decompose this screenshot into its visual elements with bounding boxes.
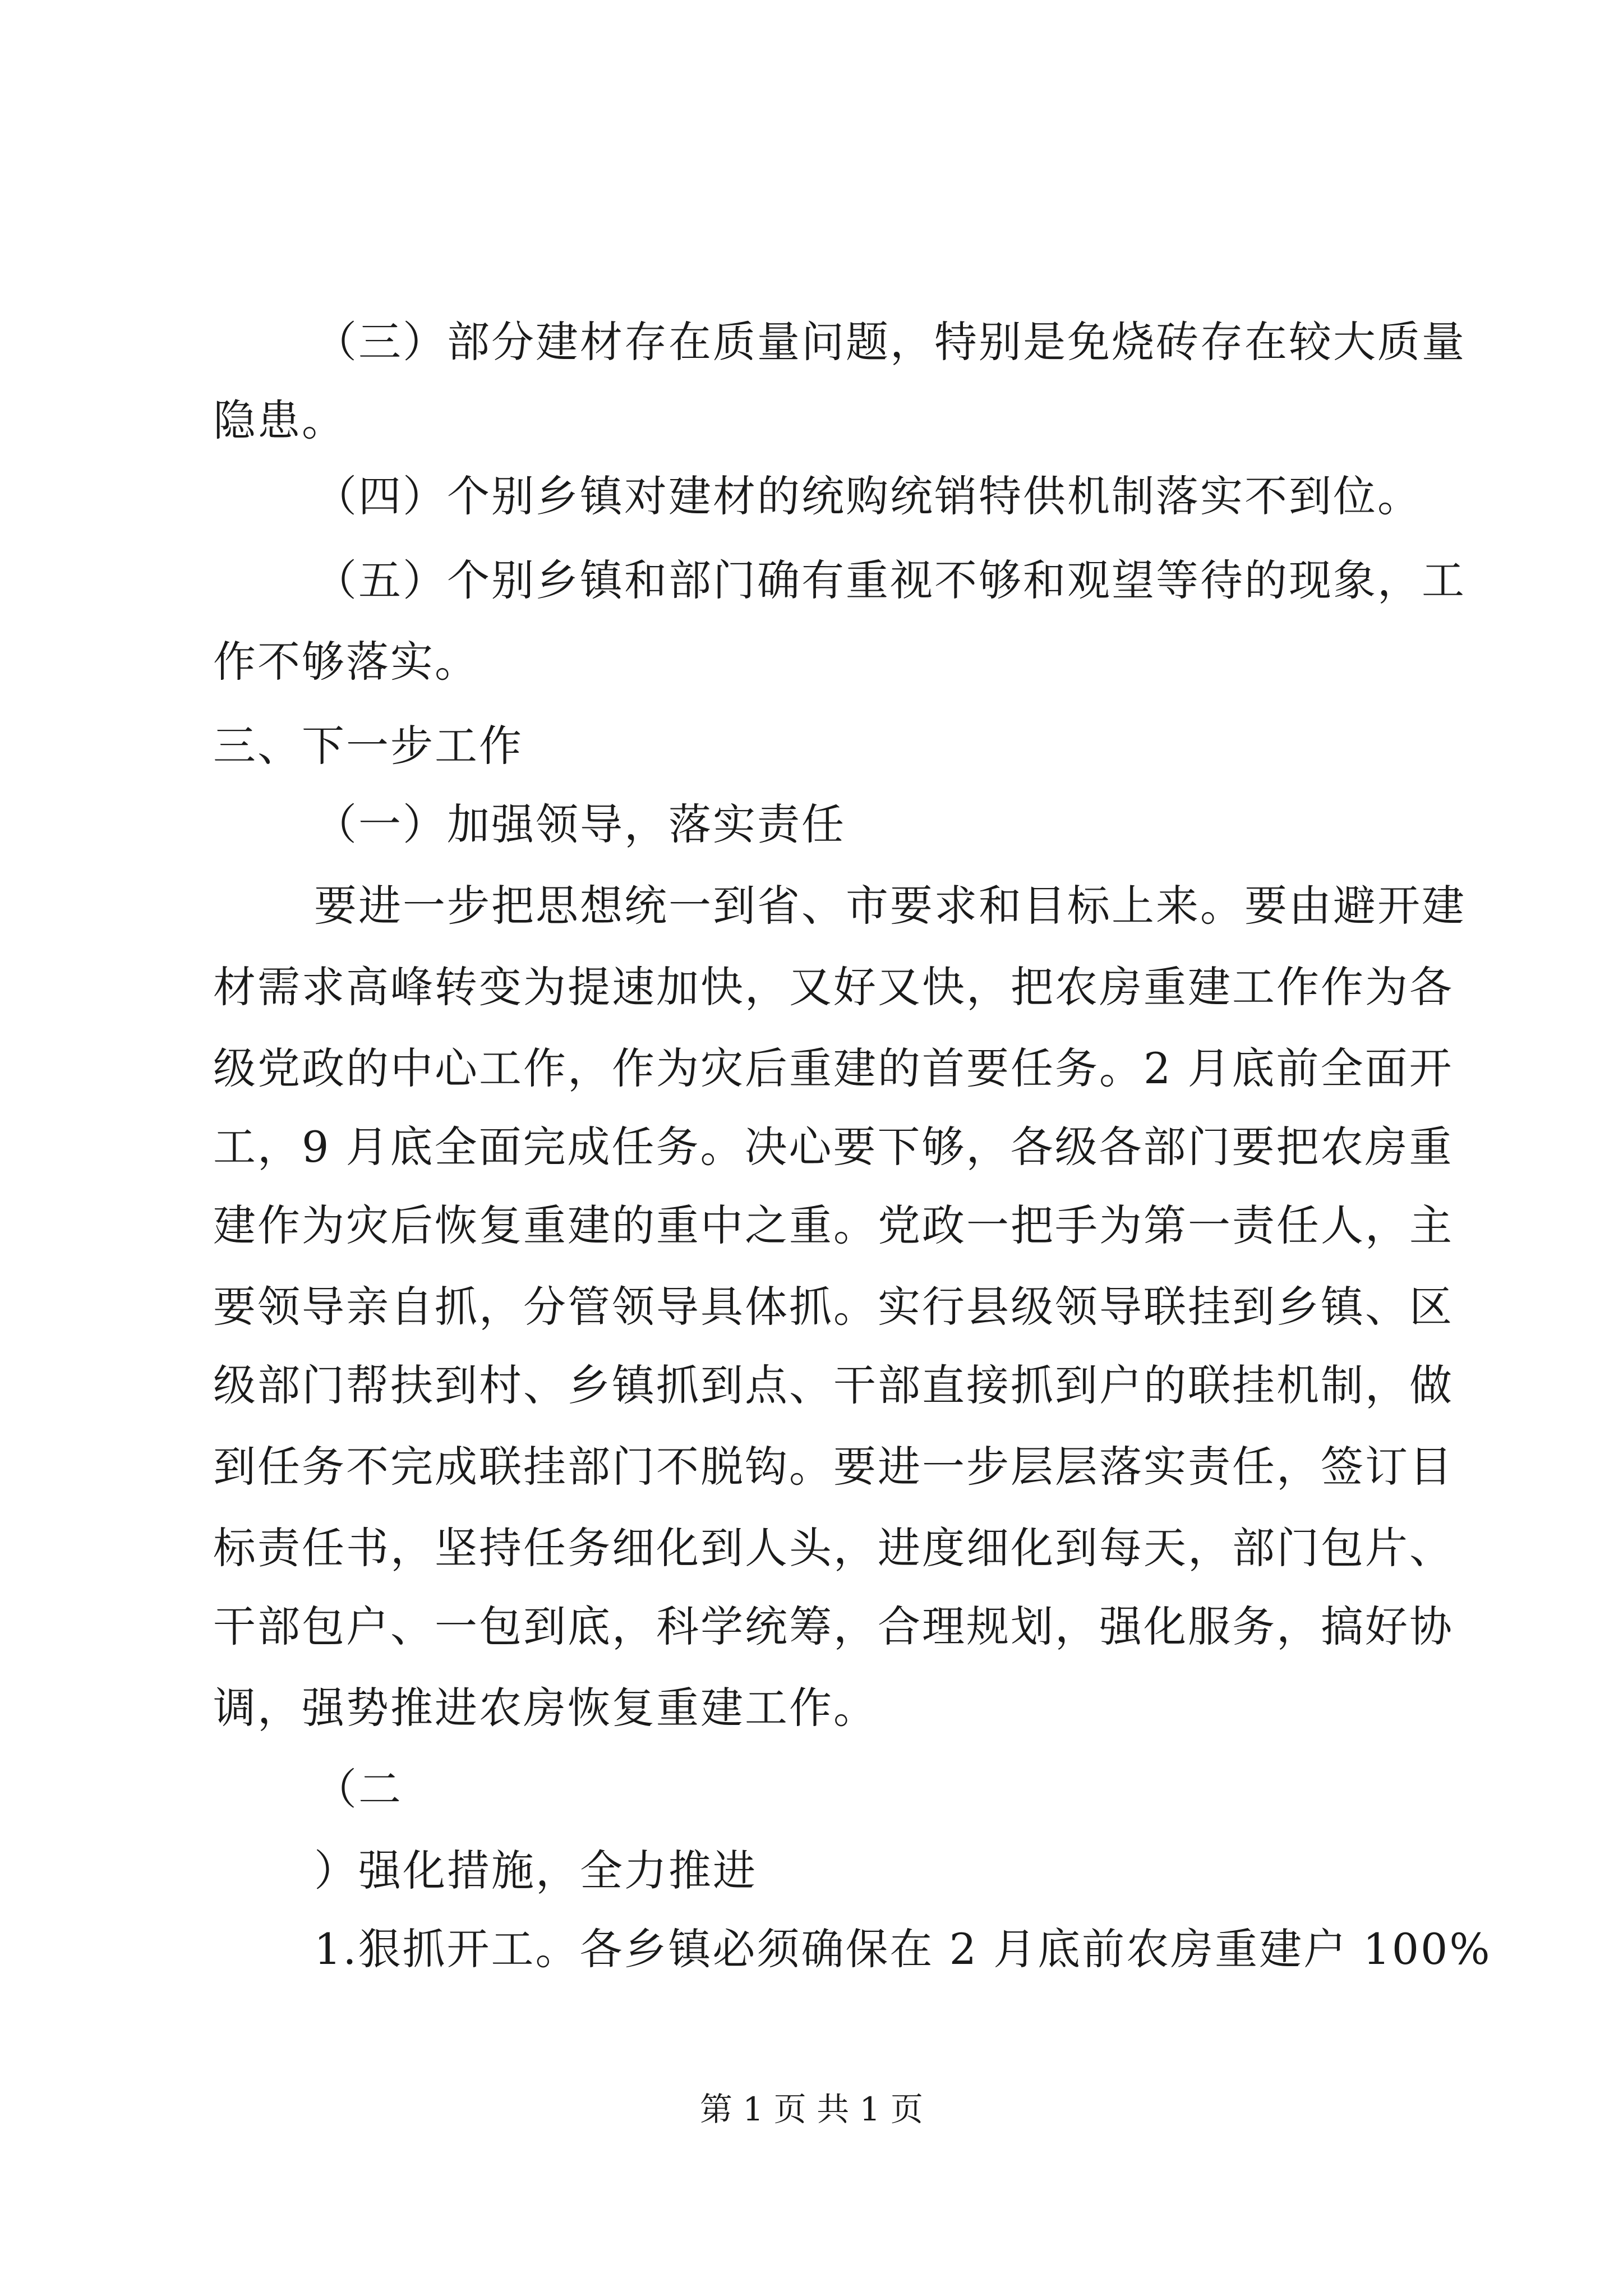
paragraph-line: 工，9 月底全面完成任务。决心要下够，各级各部门要把农房重 [213,1122,1454,1172]
paragraph-line: 隐患。 [213,395,346,445]
page-number-footer: 第 1 页 共 1 页 [700,2090,923,2128]
paragraph-line: 建作为灾后恢复重建的重中之重。党政一把手为第一责任人，主 [213,1200,1454,1250]
paragraph-line: 要进一步把思想统一到省、市要求和目标上来。要由避开建 [314,881,1466,931]
subsection-heading-part: ）强化措施，全力推进 [314,1846,757,1895]
paragraph-line: 级党政的中心工作，作为灾后重建的首要任务。2 月底前全面开 [213,1043,1454,1093]
subsection-heading-part: （二 [314,1764,403,1814]
paragraph-line: 要领导亲自抓，分管领导具体抓。实行县级领导联挂到乡镇、区 [213,1282,1454,1332]
paragraph-line: （四）个别乡镇对建材的统购统销特供机制落实不到位。 [314,471,1422,521]
section-heading: 三、下一步工作 [213,721,523,771]
paragraph-line: 干部包户、一包到底，科学统筹，合理规划，强化服务，搞好协 [213,1602,1454,1651]
paragraph-line: 级部门帮扶到村、乡镇抓到点、干部直接抓到户的联挂机制，做 [213,1360,1454,1410]
paragraph-line: 标责任书，坚持任务细化到人头，进度细化到每天，部门包片、 [213,1523,1454,1573]
paragraph-line: 材需求高峰转变为提速加快，又好又快，把农房重建工作作为各 [213,962,1454,1012]
paragraph-line: 到任务不完成联挂部门不脱钩。要进一步层层落实责任，签订目 [213,1442,1454,1492]
paragraph-line: （五）个别乡镇和部门确有重视不够和观望等待的现象，工 [314,555,1466,605]
paragraph-line: 1.狠抓开工。各乡镇必须确保在 2 月底前农房重建户 100% [314,1924,1492,1974]
paragraph-line: 作不够落实。 [213,637,479,687]
paragraph-line: 调，强势推进农房恢复重建工作。 [213,1683,878,1733]
paragraph-line: （三）部分建材存在质量问题，特别是免烧砖存在较大质量 [314,317,1466,367]
subsection-heading: （一）加强领导，落实责任 [314,799,846,849]
